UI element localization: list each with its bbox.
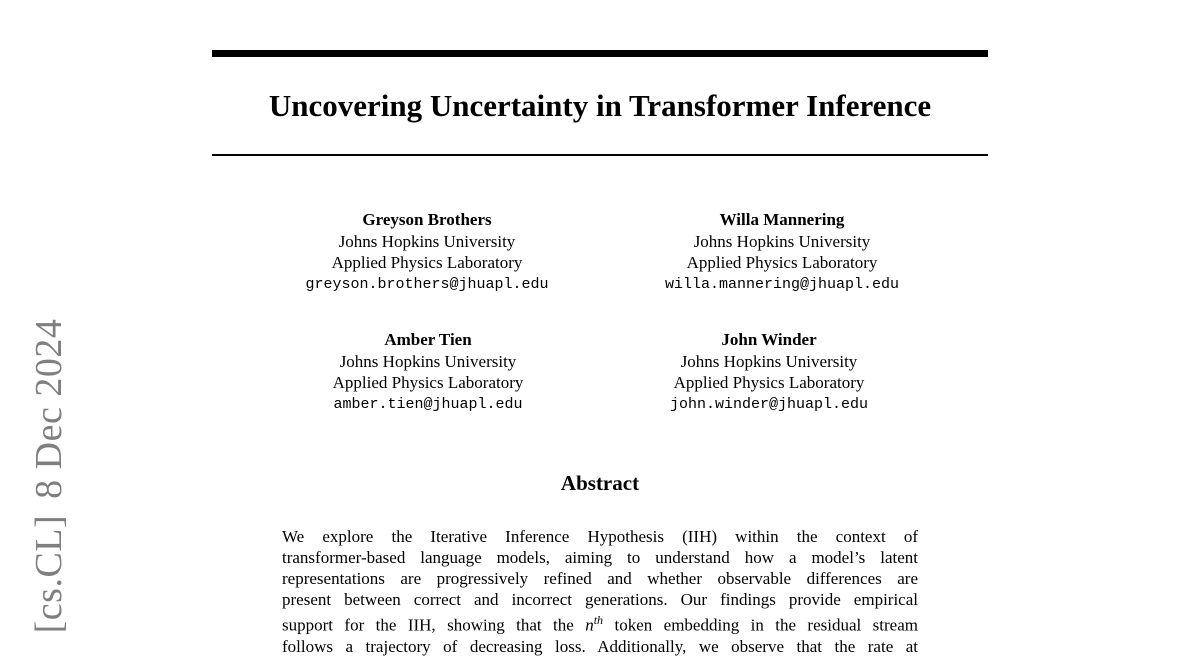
author-email: amber.tien@jhuapl.edu [333, 395, 523, 413]
author-email: willa.mannering@jhuapl.edu [664, 275, 900, 293]
author-affiliation: Applied Physics Laboratory [332, 373, 524, 392]
author-block [617, 209, 947, 295]
abstract-body [282, 526, 918, 657]
arxiv-date: 8 Dec 2024 [28, 318, 70, 499]
author-block [604, 329, 934, 415]
author-email: greyson.brothers@jhuapl.edu [305, 275, 549, 293]
abstract-line: follows a trajectory of decreasing loss. Additionally, we observe that the rate at [282, 636, 918, 656]
abstract-text: token embedding in the residual stream [603, 615, 918, 635]
author-affiliation: Johns Hopkins University [693, 231, 871, 251]
math-superscript: th [593, 613, 604, 627]
author-block [263, 329, 593, 415]
paper-title: Uncovering Uncertainty in Transformer Inference [268, 88, 932, 123]
arxiv-side-stamp [27, 319, 71, 634]
author-email: john.winder@jhuapl.edu [669, 395, 869, 413]
author-block [262, 209, 592, 295]
abstract-text: support for the IIH, showing that the [282, 615, 586, 635]
author-affiliation: Johns Hopkins University [339, 351, 517, 371]
arxiv-category: [cs.CL] [28, 514, 70, 634]
author-affiliation: Johns Hopkins University [338, 231, 516, 251]
author-name: Willa Mannering [719, 210, 845, 229]
abstract-heading: Abstract [560, 471, 640, 495]
author-name: John Winder [721, 330, 817, 349]
author-name: Greyson Brothers [362, 210, 492, 229]
abstract-line [282, 610, 918, 636]
title-top-rule [212, 50, 988, 57]
abstract-line: present between correct and incorrect generations. Our findings provide empirical [282, 590, 918, 609]
math-variable: n [585, 615, 594, 635]
abstract-line: transformer-based language models, aiming to understand how a model’s latent [282, 548, 918, 567]
author-name: Amber Tien [384, 330, 472, 349]
author-affiliation: Applied Physics Laboratory [673, 373, 865, 392]
title-bottom-rule [212, 154, 988, 156]
abstract-line: representations are progressively refined and whether observable differences are [282, 569, 918, 588]
abstract-line: We explore the Iterative Inference Hypothesis (IIH) within the context of [282, 527, 918, 546]
author-affiliation: Johns Hopkins University [680, 351, 858, 371]
author-affiliation: Applied Physics Laboratory [331, 253, 523, 272]
author-affiliation: Applied Physics Laboratory [686, 253, 878, 272]
